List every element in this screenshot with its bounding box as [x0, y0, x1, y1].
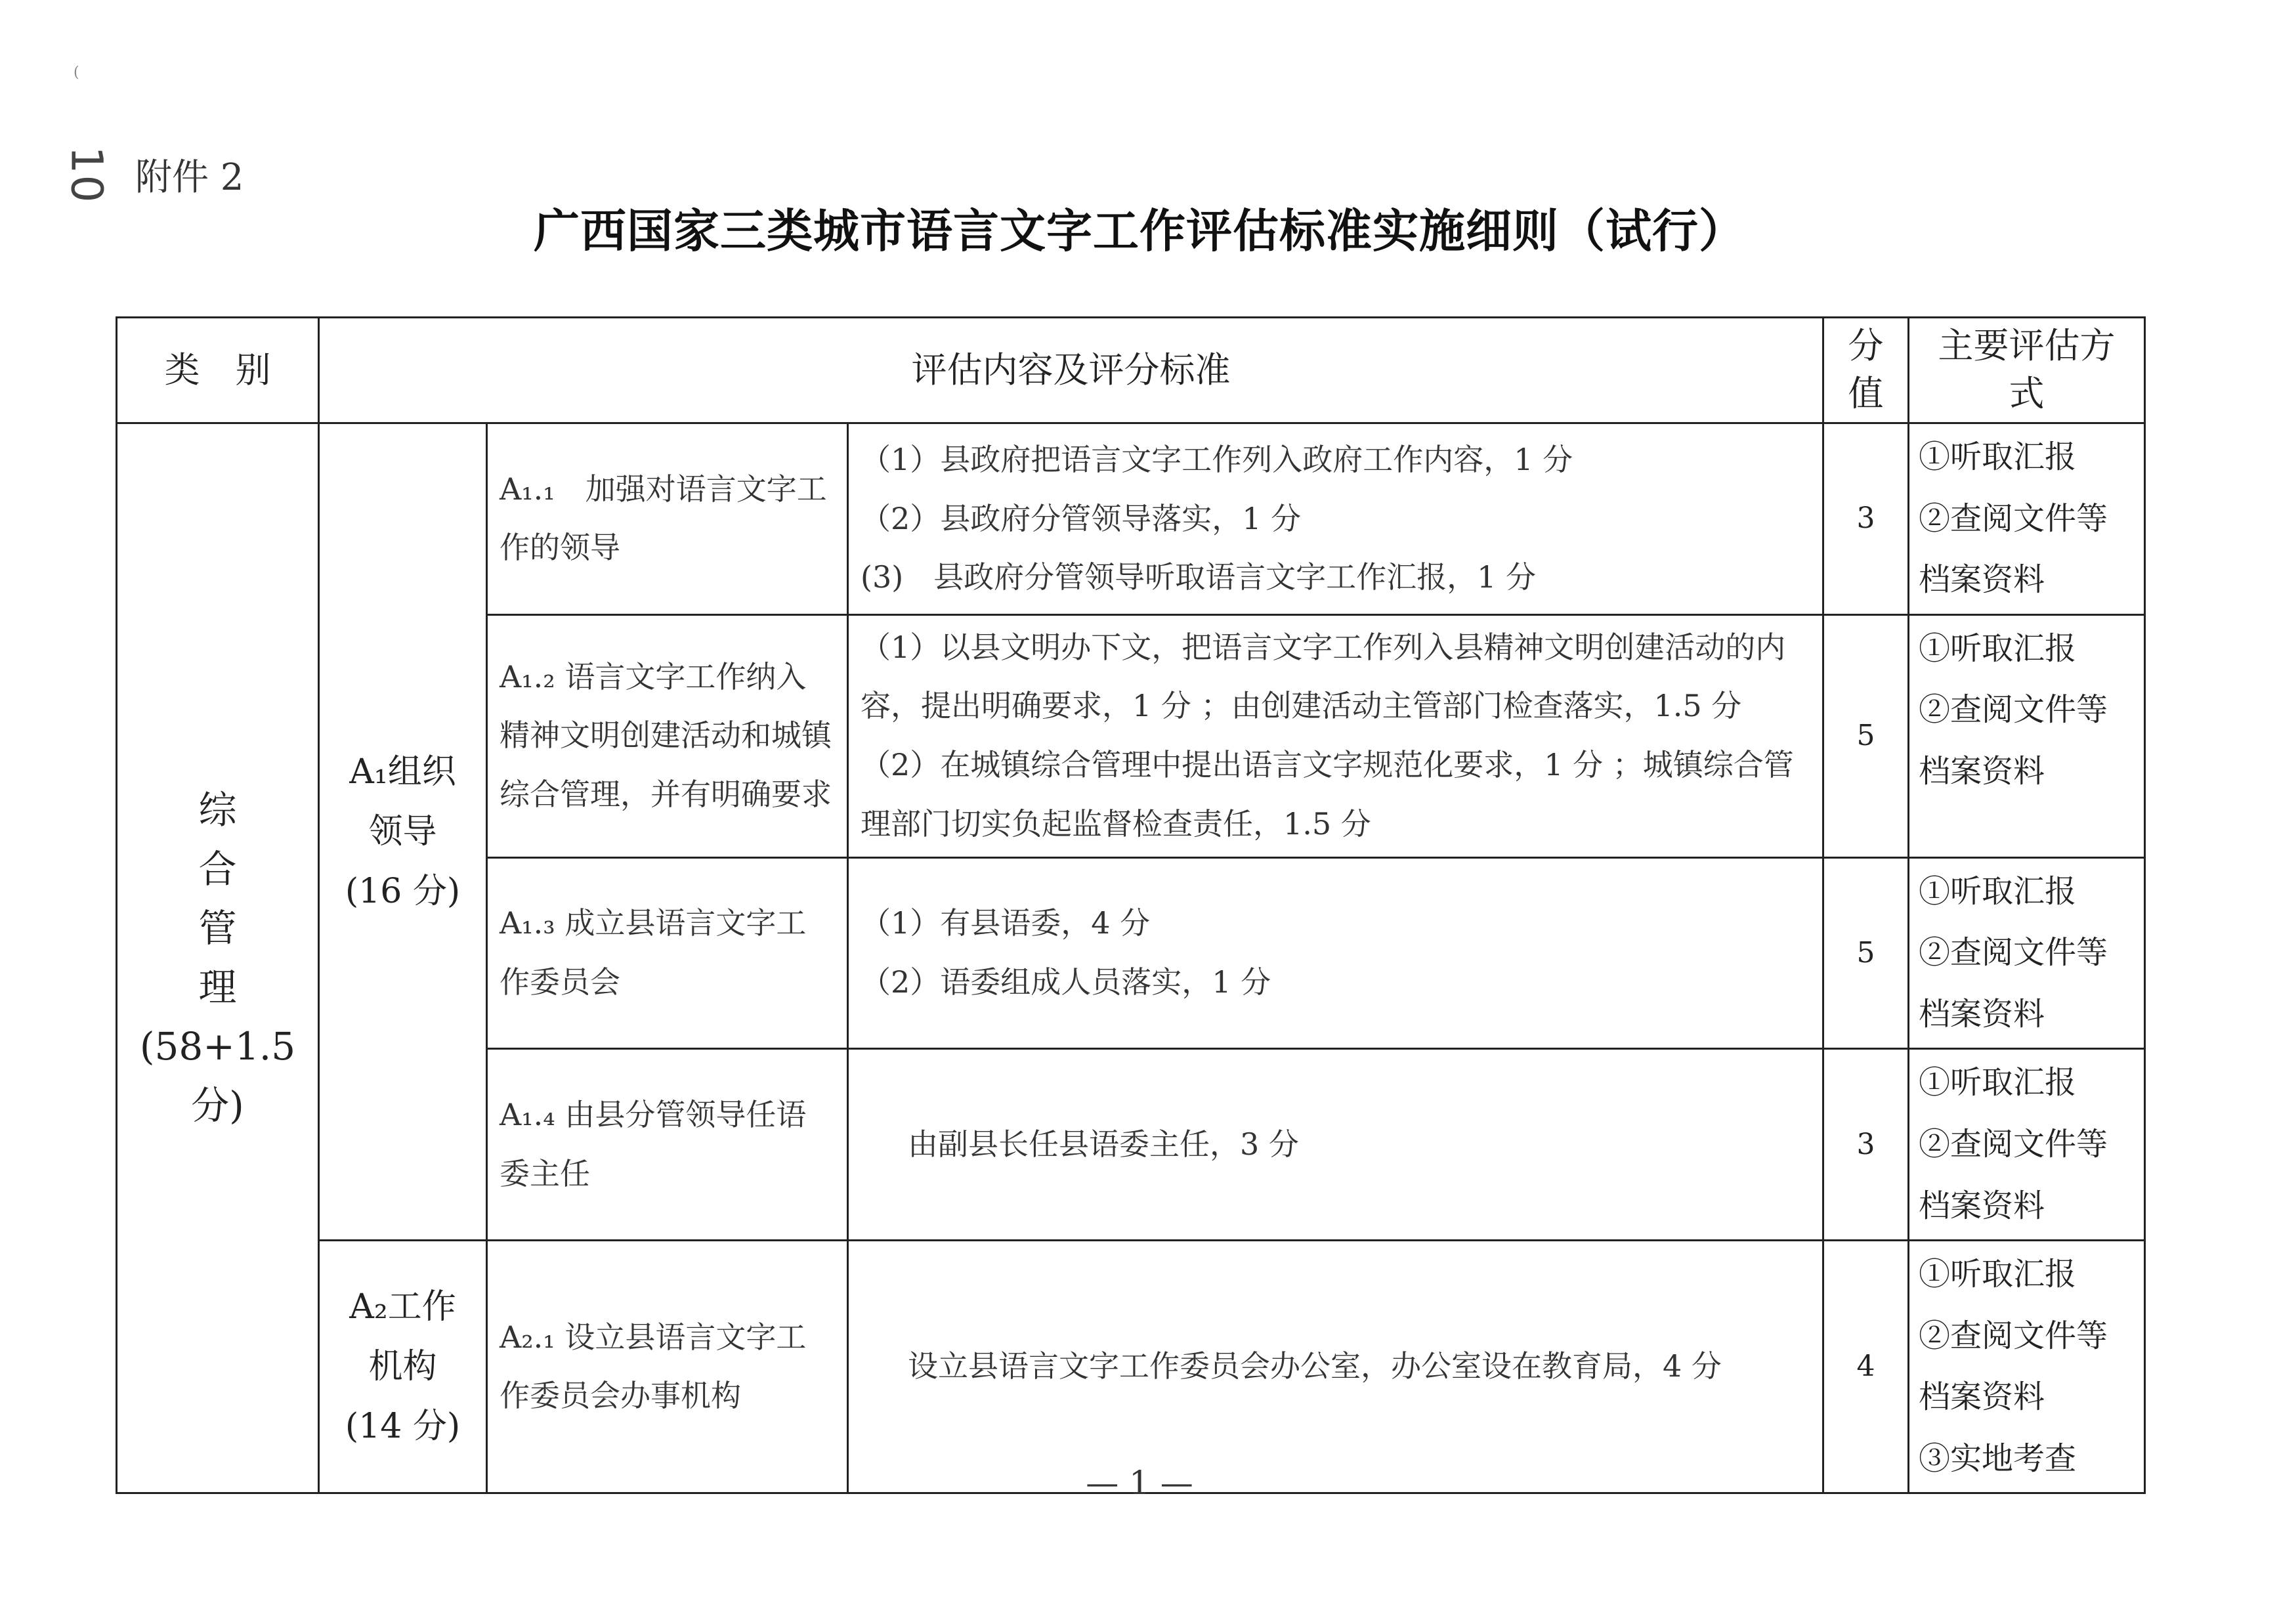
standard-cell — [848, 614, 1823, 857]
standard-cell — [848, 423, 1823, 615]
method-line: 档案资料 — [1919, 1378, 2045, 1416]
method-line: 档案资料 — [1919, 1187, 2045, 1224]
method-cell — [1909, 1241, 2145, 1493]
standard-cell — [848, 857, 1823, 1049]
group-cell-a1 — [319, 423, 487, 1241]
item-cell: A₁.₃ 成立县语言文字工作委员会 — [487, 857, 848, 1049]
method-cell — [1909, 1049, 2145, 1241]
header-category: 类 别 — [117, 318, 319, 423]
method-line: ②查阅文件等 — [1919, 1125, 2108, 1163]
standard-line: （2）在城镇综合管理中提出语言文字规范化要求，1 分 ；城镇综合管理部门切实负起监督检查责任，1.5 分 — [861, 747, 1794, 842]
criteria-table — [116, 316, 2146, 1494]
method-line: ①听取汇报 — [1919, 1256, 2077, 1293]
header-score: 分值 — [1823, 318, 1909, 423]
category-cell — [117, 423, 319, 1493]
method-line: ①听取汇报 — [1919, 872, 2077, 910]
table-row — [117, 423, 2145, 615]
score-cell: 3 — [1823, 1049, 1909, 1241]
header-row — [117, 318, 2145, 423]
method-cell — [1909, 857, 2145, 1049]
group-line: 机构 — [368, 1346, 437, 1386]
group-line: (16 分) — [345, 871, 461, 911]
method-line: ①听取汇报 — [1919, 630, 2077, 667]
item-cell: A₁.₁ 加强对语言文字工作的领导 — [487, 423, 848, 615]
score-cell: 5 — [1823, 857, 1909, 1049]
page-number: — 1 — — [1086, 1464, 1193, 1502]
method-line: ②查阅文件等 — [1919, 500, 2108, 537]
group-cell-a2 — [319, 1241, 487, 1493]
standard-cell — [848, 1049, 1823, 1241]
category-line: 合 — [198, 846, 237, 891]
method-cell — [1909, 614, 2145, 857]
standard-line: （2）县政府分管领导落实，1 分 — [861, 500, 1302, 536]
group-line: 领导 — [368, 811, 437, 851]
standard-cell — [848, 1241, 1823, 1493]
header-content: 评估内容及评分标准 — [319, 318, 1823, 423]
standard-line: （1）以县文明办下文，把语言文字工作列入县精神文明创建活动的内容，提出明确要求，1 分 ；由创建活动主管部门检查落实，1.5 分 — [861, 629, 1786, 724]
item-cell: A₁.₂ 语言文字工作纳入精神文明创建活动和城镇综合管理，并有明确要求 — [487, 614, 848, 857]
attachment-label: 附件 2 — [135, 156, 244, 199]
side-page-number: 10 — [61, 146, 112, 204]
method-line: ①听取汇报 — [1919, 1064, 2077, 1101]
method-line: 档案资料 — [1919, 561, 2045, 599]
method-line: ②查阅文件等 — [1919, 691, 2108, 729]
standard-line: (3) 县政府分管领导听取语言文字工作汇报，1 分 — [861, 559, 1537, 595]
standard-line: 设立县语言文字工作委员会办公室，办公室设在教育局，4 分 — [908, 1348, 1722, 1384]
category-line: 管 — [198, 905, 237, 951]
group-line: (14 分) — [345, 1406, 461, 1446]
category-line: (58+1.5 — [139, 1023, 296, 1069]
category-line: 理 — [198, 964, 237, 1010]
group-line: A₂工作 — [349, 1287, 456, 1327]
standard-line: （1）有县语委，4 分 — [861, 905, 1151, 941]
method-line: ②查阅文件等 — [1919, 934, 2108, 972]
item-cell: A₁.₄ 由县分管领导任语委主任 — [487, 1049, 848, 1241]
item-cell: A₂.₁ 设立县语言文字工作委员会办事机构 — [487, 1241, 848, 1493]
score-cell: 4 — [1823, 1241, 1909, 1493]
method-line: ①听取汇报 — [1919, 438, 2077, 475]
standard-line: （1）县政府把语言文字工作列入政府工作内容，1 分 — [861, 441, 1573, 477]
header-method: 主要评估方式 — [1909, 318, 2145, 423]
group-line: A₁组织 — [349, 752, 456, 792]
method-cell — [1909, 423, 2145, 615]
method-line: ③实地考查 — [1919, 1440, 2077, 1477]
method-line: ②查阅文件等 — [1919, 1317, 2108, 1354]
category-line: 分) — [191, 1082, 244, 1128]
table-row — [117, 1241, 2145, 1493]
method-line: 档案资料 — [1919, 995, 2045, 1033]
method-line: 档案资料 — [1919, 752, 2045, 790]
document-title: 广西国家三类城市语言文字工作评估标准实施细则（试行） — [534, 204, 1745, 258]
score-cell: 3 — [1823, 423, 1909, 615]
standard-line: （2）语委组成人员落实，1 分 — [861, 964, 1271, 1000]
score-cell: 5 — [1823, 614, 1909, 857]
category-line: 综 — [198, 788, 237, 833]
standard-line: 由副县长任县语委主任，3 分 — [908, 1126, 1299, 1162]
margin-mark: ( — [74, 64, 79, 81]
